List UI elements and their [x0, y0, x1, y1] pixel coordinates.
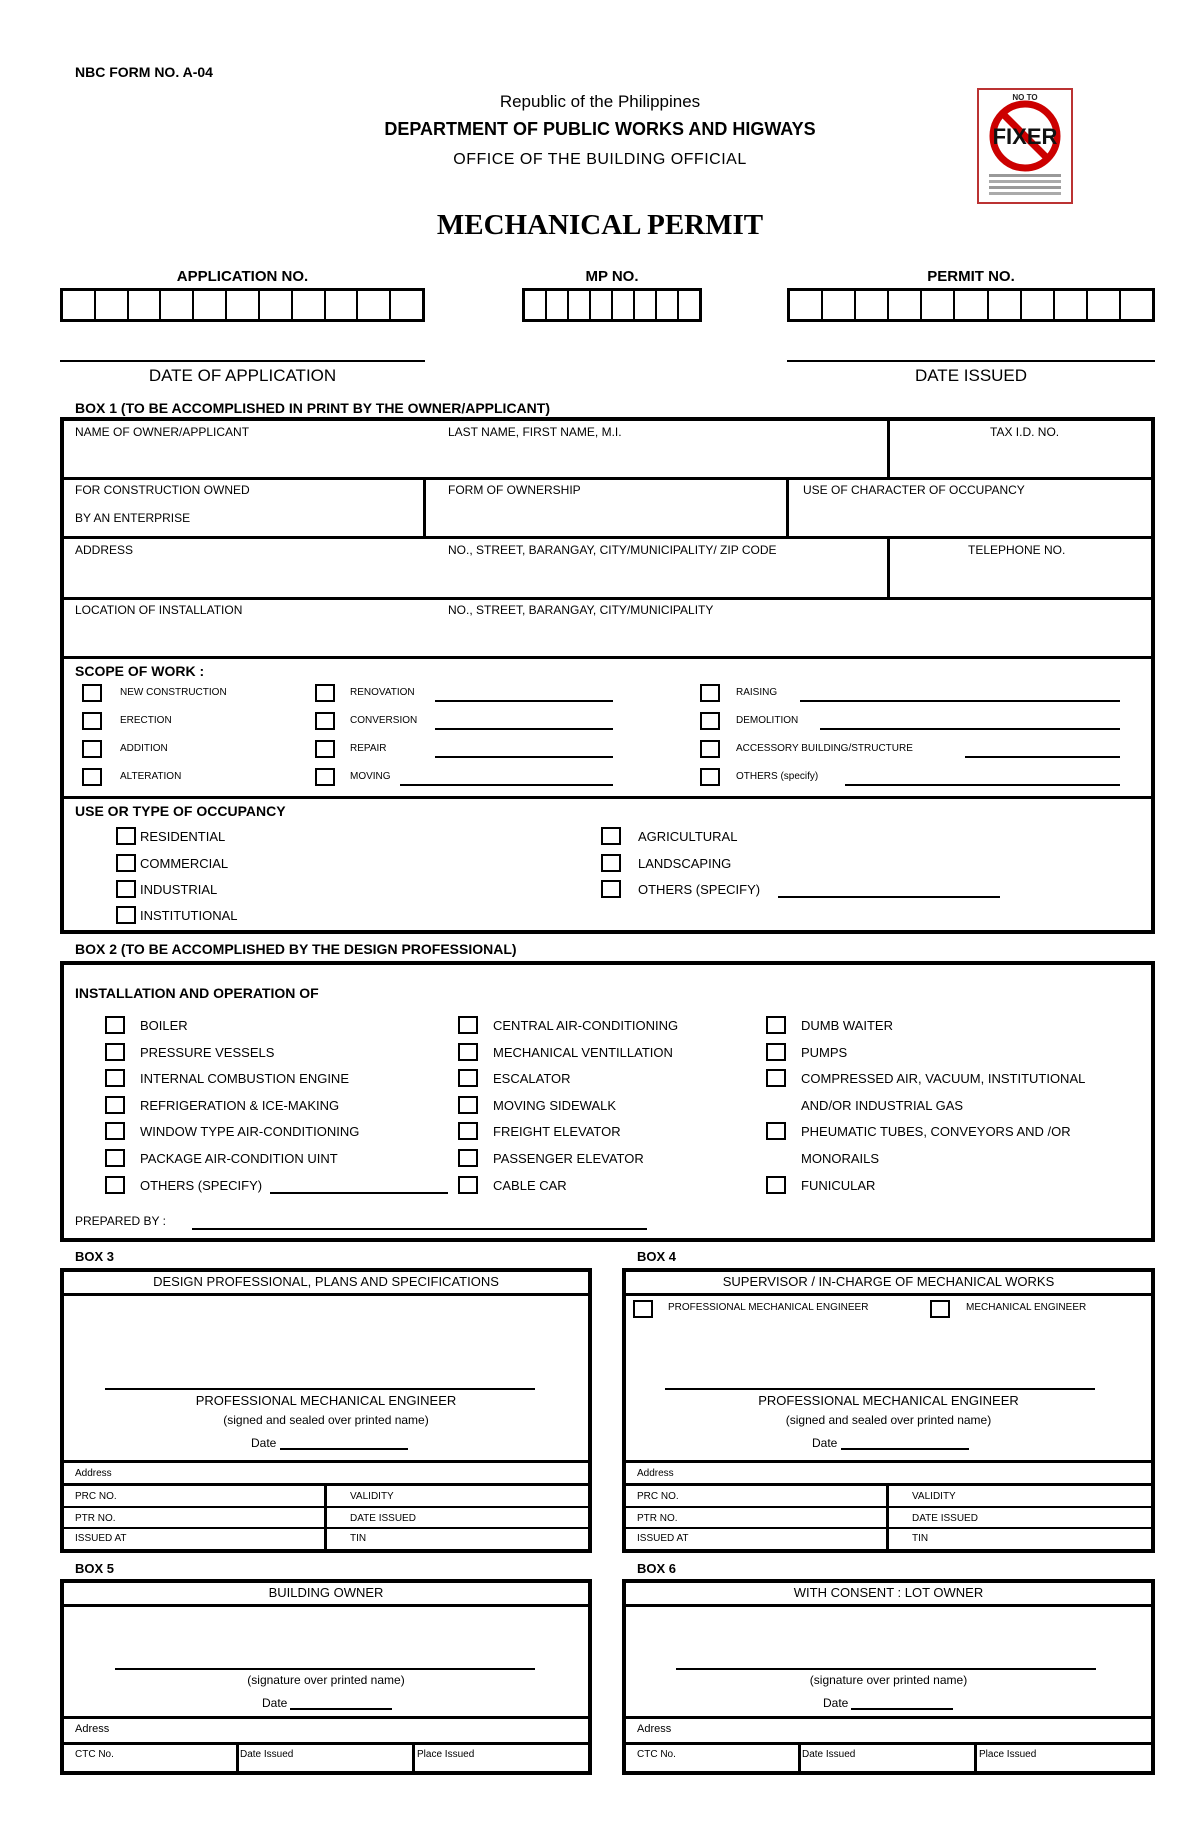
box6-signature-line[interactable]: [676, 1668, 1096, 1670]
moving-sidewalk-checkbox[interactable]: [458, 1096, 478, 1114]
date-of-application-label: DATE OF APPLICATION: [148, 366, 337, 385]
equipment-option-label: INTERNAL COMBUSTION ENGINE: [140, 1071, 349, 1086]
occupancy-option-label: AGRICULTURAL: [638, 829, 738, 844]
equipment-option-label: PACKAGE AIR-CONDITION UINT: [140, 1151, 338, 1166]
box3-divider: [60, 1527, 592, 1529]
central-aircon-checkbox[interactable]: [458, 1016, 478, 1034]
box4-ptr-label: PTR NO.: [637, 1513, 678, 1524]
mechanical-ventilation-checkbox[interactable]: [458, 1043, 478, 1061]
scope-option-label: NEW CONSTRUCTION: [120, 687, 227, 698]
cable-car-checkbox[interactable]: [458, 1176, 478, 1194]
occupancy-option-label: OTHERS (SPECIFY): [638, 882, 761, 897]
box3-divider: [324, 1483, 327, 1553]
equipment-option-label: DUMB WAITER: [801, 1018, 893, 1033]
equipment-option-label: FREIGHT ELEVATOR: [493, 1124, 621, 1139]
box3-issued-at-label: ISSUED AT: [75, 1533, 127, 1544]
repair-specify-line[interactable]: [435, 756, 613, 758]
equipment-option-label: AND/OR INDUSTRIAL GAS: [801, 1098, 964, 1113]
box4-title: SUPERVISOR / IN-CHARGE OF MECHANICAL WORKS: [722, 1274, 1055, 1289]
office-heading: OFFICE OF THE BUILDING OFFICIAL: [453, 151, 747, 168]
box5-divider: [412, 1742, 415, 1775]
permit-no-label: PERMIT NO.: [927, 268, 1015, 285]
occupancy-option-label: LANDSCAPING: [638, 856, 732, 871]
raising-specify-line[interactable]: [800, 700, 1120, 702]
box1-divider: [887, 536, 890, 597]
prepared-by-line[interactable]: [192, 1228, 647, 1230]
box3-divider: [60, 1460, 592, 1463]
box5-title: BUILDING OWNER: [268, 1585, 384, 1600]
box3-signature-line[interactable]: [105, 1388, 535, 1390]
equipment-option-label: WINDOW TYPE AIR-CONDITIONING: [140, 1124, 360, 1139]
box4-tin-label: TIN: [912, 1533, 929, 1544]
tax-id-label: TAX I.D. NO.: [990, 425, 1060, 439]
box3-validity-label: VALIDITY: [350, 1491, 394, 1502]
box6-divider: [622, 1742, 1155, 1745]
combustion-engine-checkbox[interactable]: [105, 1069, 125, 1087]
box3-divider: [60, 1506, 592, 1508]
application-no-label: APPLICATION NO.: [176, 268, 309, 285]
scope-others-specify-line[interactable]: [845, 784, 1120, 786]
equipment-option-label: OTHERS (SPECIFY): [140, 1178, 263, 1193]
accessory-specify-line[interactable]: [965, 756, 1120, 758]
box5-label: BOX 5: [75, 1561, 115, 1576]
landscaping-checkbox[interactable]: [601, 854, 621, 872]
supervisor-option-label: PROFESSIONAL MECHANICAL ENGINEER: [668, 1302, 869, 1313]
box5-date-line[interactable]: [290, 1708, 392, 1710]
scope-option-label: ADDITION: [120, 743, 168, 754]
demolition-checkbox[interactable]: [700, 712, 720, 730]
box3-tin-label: TIN: [350, 1533, 367, 1544]
scope-option-label: REPAIR: [350, 743, 387, 754]
box3-ptr-label: PTR NO.: [75, 1513, 116, 1524]
box3-label: BOX 3: [75, 1249, 115, 1264]
freight-elevator-checkbox[interactable]: [458, 1122, 478, 1140]
box6-date-label: Date: [823, 1696, 849, 1710]
box3-prc-label: PRC NO.: [75, 1491, 117, 1502]
prepared-by-label: PREPARED BY :: [75, 1214, 166, 1228]
residential-checkbox[interactable]: [116, 827, 136, 845]
renovation-checkbox[interactable]: [315, 684, 335, 702]
box3-signed-label: (signed and sealed over printed name): [223, 1413, 429, 1427]
box1-divider: [60, 536, 1155, 539]
box4-divider: [622, 1293, 1155, 1296]
pneumatic-tubes-checkbox[interactable]: [766, 1122, 786, 1140]
box2-heading: BOX 2 (TO BE ACCOMPLISHED BY THE DESIGN PROFESSIONAL): [75, 941, 517, 957]
box4-signed-label: (signed and sealed over printed name): [785, 1413, 992, 1427]
location-hint: NO., STREET, BARANGAY, CITY/MUNICIPALITY: [448, 603, 714, 617]
box1-divider: [887, 419, 890, 477]
occupancy-others-checkbox[interactable]: [601, 880, 621, 898]
box4-signature-line[interactable]: [665, 1388, 1095, 1390]
box5-divider: [60, 1604, 592, 1607]
date-issued-line[interactable]: [787, 360, 1155, 362]
equipment-option-label: MECHANICAL VENTILLATION: [493, 1045, 673, 1060]
box5-signature-label: (signature over printed name): [247, 1673, 405, 1687]
box6-address-label: Adress: [637, 1723, 672, 1735]
form-of-ownership-label: FORM OF OWNERSHIP: [448, 483, 581, 497]
box3-title: DESIGN PROFESSIONAL, PLANS AND SPECIFICATIONS: [153, 1274, 499, 1289]
occupancy-option-label: RESIDENTIAL: [140, 829, 226, 844]
institutional-checkbox[interactable]: [116, 906, 136, 924]
package-aircon-checkbox[interactable]: [105, 1149, 125, 1167]
box3-engineer-label: PROFESSIONAL MECHANICAL ENGINEER: [195, 1393, 457, 1408]
equipment-option-label: CENTRAL AIR-CONDITIONING: [493, 1018, 679, 1033]
box4-validity-label: VALIDITY: [912, 1491, 956, 1502]
department-heading: DEPARTMENT OF PUBLIC WORKS AND HIGWAYS: [384, 119, 816, 139]
equipment-option-label: PASSENGER ELEVATOR: [493, 1151, 644, 1166]
scope-option-label: MOVING: [350, 771, 391, 782]
fixer-seal-icon: [979, 90, 1071, 202]
passenger-elevator-checkbox[interactable]: [458, 1149, 478, 1167]
page-title: MECHANICAL PERMIT: [436, 209, 764, 241]
box6-divider: [798, 1742, 801, 1775]
application-no-boxes[interactable]: [60, 288, 425, 322]
address-label: ADDRESS: [75, 543, 134, 557]
equipment-option-label: PRESSURE VESSELS: [140, 1045, 275, 1060]
box4-address-label: Address: [637, 1468, 674, 1479]
box6-label: BOX 6: [637, 1561, 677, 1576]
box6-date-issued-label: Date Issued: [802, 1749, 856, 1760]
scope-option-label: ACCESSORY BUILDING/STRUCTURE: [736, 743, 913, 754]
permit-no-boxes[interactable]: [787, 288, 1155, 322]
scope-option-label: OTHERS (specify): [736, 771, 819, 782]
scope-option-label: RAISING: [736, 687, 778, 698]
name-format-hint: LAST NAME, FIRST NAME, M.I.: [448, 425, 622, 439]
box3-date-line[interactable]: [280, 1448, 408, 1450]
compressed-air-checkbox[interactable]: [766, 1069, 786, 1087]
box5-divider: [236, 1742, 239, 1775]
occupancy-option-label: INSTITUTIONAL: [140, 908, 238, 923]
box6-divider: [622, 1716, 1155, 1719]
box4-issued-at-label: ISSUED AT: [637, 1533, 689, 1544]
box6-date-line[interactable]: [851, 1708, 953, 1710]
mechanical-engineer-checkbox[interactable]: [930, 1300, 950, 1318]
mp-no-boxes[interactable]: [522, 288, 702, 322]
equipment-option-label: MOVING SIDEWALK: [493, 1098, 617, 1113]
box5-ctc-label: CTC No.: [75, 1749, 114, 1760]
installation-location-label: LOCATION OF INSTALLATION: [75, 603, 243, 617]
address-hint: NO., STREET, BARANGAY, CITY/MUNICIPALITY/ ZIP CODE: [448, 543, 777, 557]
box5-date-issued-label: Date Issued: [240, 1749, 294, 1760]
box6-place-issued-label: Place Issued: [979, 1749, 1037, 1760]
box6-divider: [974, 1742, 977, 1775]
equipment-option-label: FUNICULAR: [801, 1178, 876, 1193]
box1-heading: BOX 1 (TO BE ACCOMPLISHED IN PRINT BY THE OWNER/APPLICANT): [75, 400, 550, 416]
moving-specify-line[interactable]: [400, 784, 613, 786]
installation-title: INSTALLATION AND OPERATION OF: [75, 985, 319, 1001]
funicular-checkbox[interactable]: [766, 1176, 786, 1194]
box1-divider: [786, 477, 789, 536]
demolition-specify-line[interactable]: [820, 728, 1120, 730]
equipment-option-label: MONORAILS: [801, 1151, 880, 1166]
date-of-application-line[interactable]: [60, 360, 425, 362]
alteration-checkbox[interactable]: [82, 768, 102, 786]
no-to-fixer-logo: [977, 88, 1073, 204]
refrigeration-checkbox[interactable]: [105, 1096, 125, 1114]
occupancy-others-specify-line[interactable]: [778, 896, 1000, 898]
equipment-others-specify-line[interactable]: [270, 1192, 448, 1194]
telephone-label: TELEPHONE NO.: [968, 543, 1066, 557]
box1-divider: [60, 796, 1155, 799]
box3-address-label: Address: [75, 1468, 112, 1479]
construction-enterprise-label: BY AN ENTERPRISE: [75, 511, 191, 525]
escalator-checkbox[interactable]: [458, 1069, 478, 1087]
moving-checkbox[interactable]: [315, 768, 335, 786]
republic-heading: Republic of the Philippines: [499, 92, 701, 111]
conversion-checkbox[interactable]: [315, 712, 335, 730]
box5-address-label: Adress: [75, 1723, 110, 1735]
equipment-option-label: PHEUMATIC TUBES, CONVEYORS AND /OR: [801, 1124, 1071, 1139]
box4-divider: [622, 1506, 1155, 1508]
addition-checkbox[interactable]: [82, 740, 102, 758]
equipment-option-label: REFRIGERATION & ICE-MAKING: [140, 1098, 340, 1113]
construction-owned-label: FOR CONSTRUCTION OWNED: [75, 483, 250, 497]
box4-divider: [886, 1483, 889, 1553]
box1-divider: [60, 656, 1155, 659]
box4-divider: [622, 1460, 1155, 1463]
box6-title: WITH CONSENT : LOT OWNER: [793, 1585, 984, 1600]
owner-name-label: NAME OF OWNER/APPLICANT: [75, 425, 250, 439]
scope-of-work-title: SCOPE OF WORK :: [75, 663, 205, 679]
box5-signature-line[interactable]: [115, 1668, 535, 1670]
box4-label: BOX 4: [637, 1249, 677, 1264]
box5-date-label: Date: [262, 1696, 288, 1710]
box1-divider: [60, 477, 1155, 480]
renovation-specify-line[interactable]: [435, 700, 613, 702]
box4-divider: [622, 1527, 1155, 1529]
occupancy-option-label: COMMERCIAL: [140, 856, 229, 871]
dumb-waiter-checkbox[interactable]: [766, 1016, 786, 1034]
boiler-checkbox[interactable]: [105, 1016, 125, 1034]
box6-signature-label: (signature over printed name): [809, 1673, 968, 1687]
equipment-option-label: ESCALATOR: [493, 1071, 571, 1086]
box1-divider: [60, 597, 1155, 600]
box4-date-line[interactable]: [841, 1448, 969, 1450]
new-construction-checkbox[interactable]: [82, 684, 102, 702]
box4-date-issued-label: DATE ISSUED: [912, 1513, 978, 1524]
box5-place-issued-label: Place Issued: [417, 1749, 475, 1760]
box5-divider: [60, 1716, 592, 1719]
scope-option-label: CONVERSION: [350, 715, 418, 726]
scope-option-label: DEMOLITION: [736, 715, 799, 726]
equipment-others-checkbox[interactable]: [105, 1176, 125, 1194]
professional-mechanical-engineer-checkbox[interactable]: [633, 1300, 653, 1318]
industrial-checkbox[interactable]: [116, 880, 136, 898]
box3-date-issued-label: DATE ISSUED: [350, 1513, 416, 1524]
occupancy-character-label: USE OF CHARACTER OF OCCUPANCY: [803, 483, 1025, 497]
box5-divider: [60, 1742, 592, 1745]
box6-divider: [622, 1604, 1155, 1607]
conversion-specify-line[interactable]: [435, 728, 613, 730]
pressure-vessels-checkbox[interactable]: [105, 1043, 125, 1061]
raising-checkbox[interactable]: [700, 684, 720, 702]
scope-option-label: ERECTION: [120, 715, 172, 726]
commercial-checkbox[interactable]: [116, 854, 136, 872]
pumps-checkbox[interactable]: [766, 1043, 786, 1061]
scope-others-checkbox[interactable]: [700, 768, 720, 786]
mp-no-label: MP NO.: [585, 268, 639, 285]
box1-divider: [423, 477, 426, 536]
box3-divider: [60, 1293, 592, 1296]
box6-ctc-label: CTC No.: [637, 1749, 676, 1760]
box4-engineer-label: PROFESSIONAL MECHANICAL ENGINEER: [758, 1393, 1019, 1408]
scope-option-label: RENOVATION: [350, 687, 415, 698]
svg-text:NO TO: NO TO: [1012, 93, 1038, 102]
equipment-option-label: COMPRESSED AIR, VACUUM, INSTITUTIONAL: [801, 1071, 1086, 1086]
box4-date-label: Date: [812, 1436, 838, 1450]
window-aircon-checkbox[interactable]: [105, 1122, 125, 1140]
box3-date-label: Date: [251, 1436, 277, 1450]
repair-checkbox[interactable]: [315, 740, 335, 758]
occupancy-type-title: USE OR TYPE OF OCCUPANCY: [75, 803, 286, 819]
erection-checkbox[interactable]: [82, 712, 102, 730]
equipment-option-label: CABLE CAR: [493, 1178, 567, 1193]
date-issued-label: DATE ISSUED: [914, 366, 1028, 385]
equipment-option-label: PUMPS: [801, 1045, 848, 1060]
accessory-building-checkbox[interactable]: [700, 740, 720, 758]
svg-text:FIXER: FIXER: [992, 124, 1058, 149]
box4-prc-label: PRC NO.: [637, 1491, 679, 1502]
scope-option-label: ALTERATION: [120, 771, 182, 782]
equipment-option-label: BOILER: [140, 1018, 188, 1033]
form-number: NBC FORM NO. A-04: [75, 64, 213, 80]
supervisor-option-label: MECHANICAL ENGINEER: [966, 1302, 1087, 1313]
occupancy-option-label: INDUSTRIAL: [140, 882, 218, 897]
agricultural-checkbox[interactable]: [601, 827, 621, 845]
